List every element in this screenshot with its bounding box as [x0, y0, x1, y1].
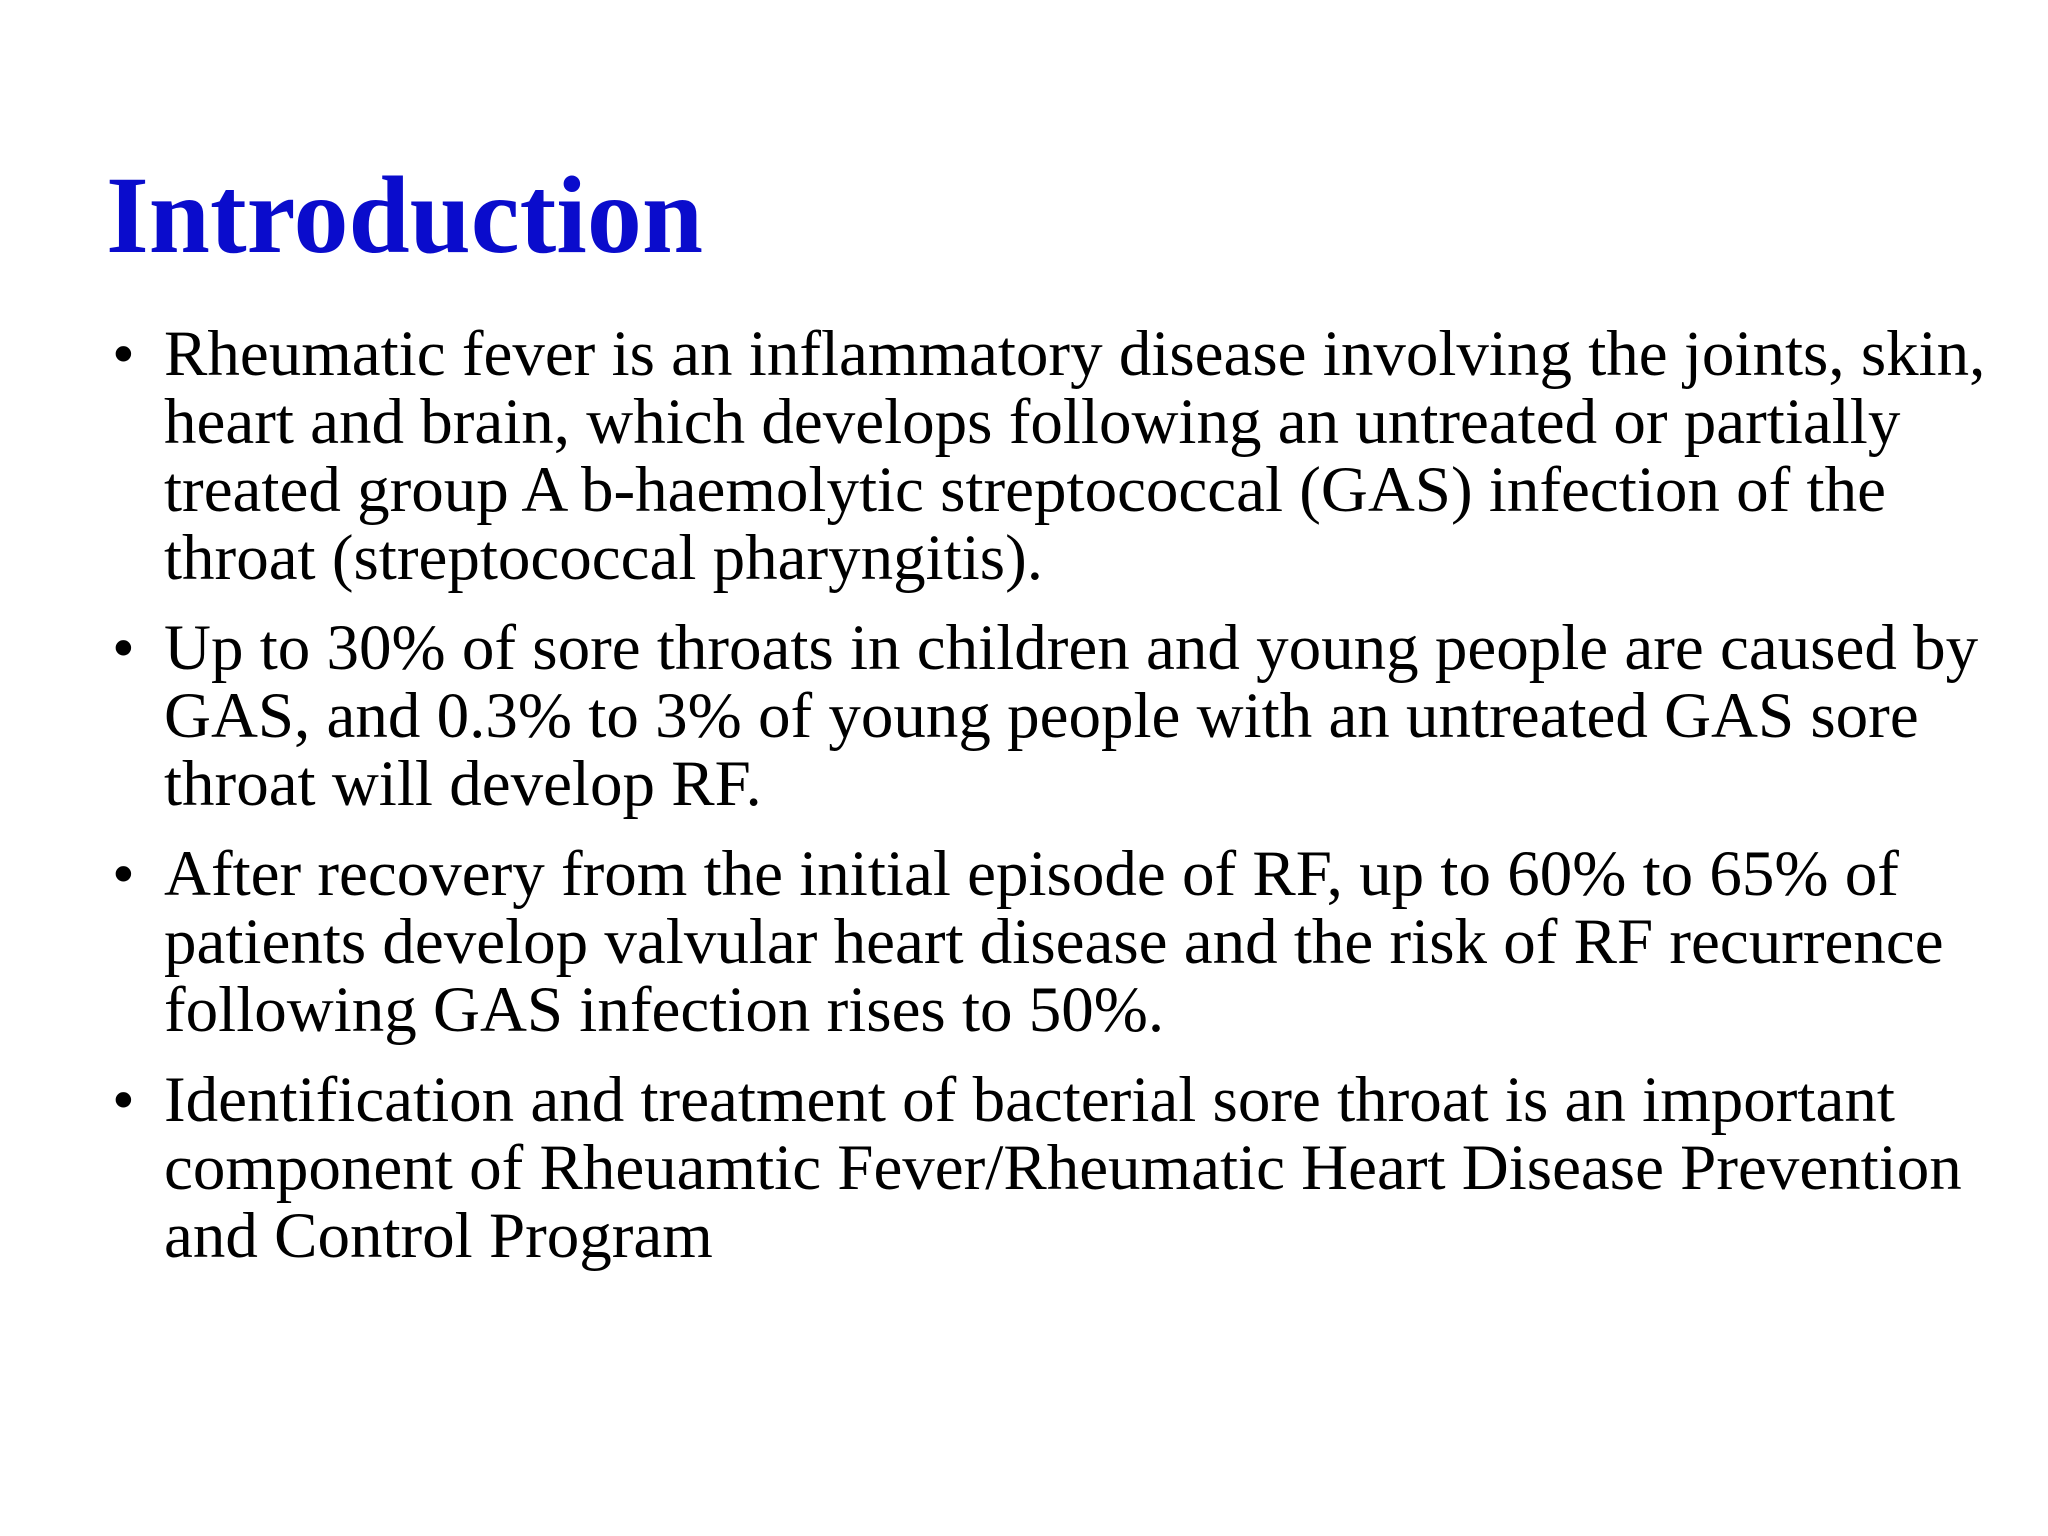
- bullet-icon: •: [112, 318, 135, 390]
- bullet-text: After recovery from the initial episode of RF, up to 60% to 65% of patients develop valvular heart disease and the risk of RF recurrence following GAS infection rises to 50%.: [164, 838, 1944, 1046]
- bullet-list: [112, 320, 1992, 1292]
- bullet-item: [112, 614, 1992, 818]
- slide-title: Introduction: [106, 154, 703, 276]
- bullet-text: Rheumatic fever is an inflammatory disease involving the joints, skin, heart and brain, which develops following an untreated or partially treated group A b-haemolytic streptococcal (GAS) infection of the throat (streptococcal pharyngitis).: [164, 318, 1986, 594]
- bullet-item: [112, 1066, 1992, 1270]
- bullet-text: Up to 30% of sore throats in children and young people are caused by GAS, and 0.3% to 3% of young people with an untreated GAS sore throat will develop RF.: [164, 612, 1979, 820]
- bullet-icon: •: [112, 1064, 135, 1136]
- bullet-icon: •: [112, 838, 135, 910]
- bullet-icon: •: [112, 612, 135, 684]
- bullet-item: [112, 320, 1992, 592]
- bullet-item: [112, 840, 1992, 1044]
- bullet-text: Identification and treatment of bacterial sore throat is an important component of Rheuamtic Fever/Rheumatic Heart Disease Prevention and Control Program: [164, 1064, 1962, 1272]
